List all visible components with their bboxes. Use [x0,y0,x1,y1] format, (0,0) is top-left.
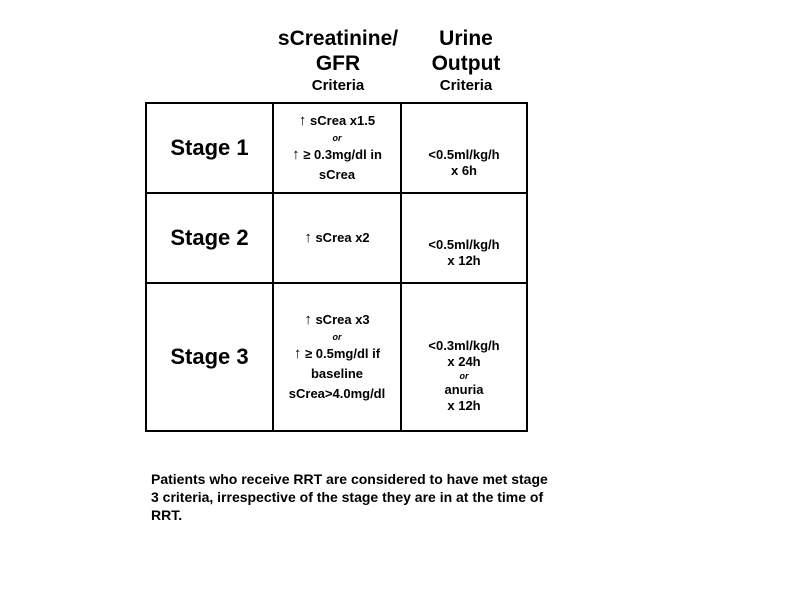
criteria-line [274,145,400,165]
criteria-text: anuria [444,381,484,397]
criteria-text: <0.5ml/kg/h [428,147,500,162]
creatinine-criteria-cell [273,193,401,283]
aki-staging-table [145,102,528,432]
creatinine-column-header [266,26,410,95]
criteria-text: sCrea x3 [315,312,370,327]
table-row-stage-1 [146,103,527,193]
creatinine-criteria-cell [273,283,401,431]
creatinine-criteria-cell [273,103,401,193]
up-arrow-icon: ↑ [298,112,307,129]
creatinine-header-title-line1: sCreatinine/ [277,27,399,50]
urine-column-header [404,26,528,95]
urine-header-title-line1: Urine [439,27,493,50]
stage-label: Stage 3 [146,283,273,431]
criteria-text: x 24h [447,353,481,369]
criteria-text: sCrea [318,167,356,182]
or-separator: or [459,370,469,381]
criteria-text: <0.3ml/kg/h [428,337,500,353]
criteria-text: <0.5ml/kg/h [428,237,500,252]
urine-criteria-cell [401,193,527,283]
up-arrow-icon: ↑ [304,229,312,246]
criteria-text: x 6h [450,163,477,178]
up-arrow-icon: ↑ [293,345,302,362]
urine-criteria-cell [401,103,527,193]
table-row-stage-2 [146,193,527,283]
creatinine-header-subtitle: Criteria [311,77,365,94]
stage-label: Stage 1 [146,103,273,193]
criteria-line [274,344,400,364]
criteria-text: sCrea>4.0mg/dl [288,386,386,401]
urine-header-title-line2: Output [431,52,501,75]
criteria-line [274,111,400,131]
criteria-text: x 12h [447,253,481,268]
or-separator: or [332,332,342,342]
urine-header-subtitle: Criteria [439,77,493,94]
criteria-line [274,310,400,330]
stage-label: Stage 2 [146,193,273,283]
creatinine-header-title-line2: GFR [315,52,361,75]
criteria-line [274,228,400,248]
criteria-text: sCrea x1.5 [310,113,376,128]
rrt-footnote: Patients who receive RRT are considered to have met stage 3 criteria, irrespective of the stage they are in at the time of RRT. [151,471,548,523]
urine-criteria-cell [401,283,527,431]
up-arrow-icon: ↑ [292,146,300,163]
criteria-text: ≥ 0.3mg/dl in [303,147,382,162]
up-arrow-icon: ↑ [304,311,312,328]
criteria-text: sCrea x2 [315,230,370,245]
criteria-text: ≥ 0.5mg/dl if [305,346,381,361]
table-row-stage-3 [146,283,527,431]
or-separator: or [332,133,342,143]
criteria-text: x 12h [447,397,481,413]
criteria-text: baseline [310,366,364,381]
